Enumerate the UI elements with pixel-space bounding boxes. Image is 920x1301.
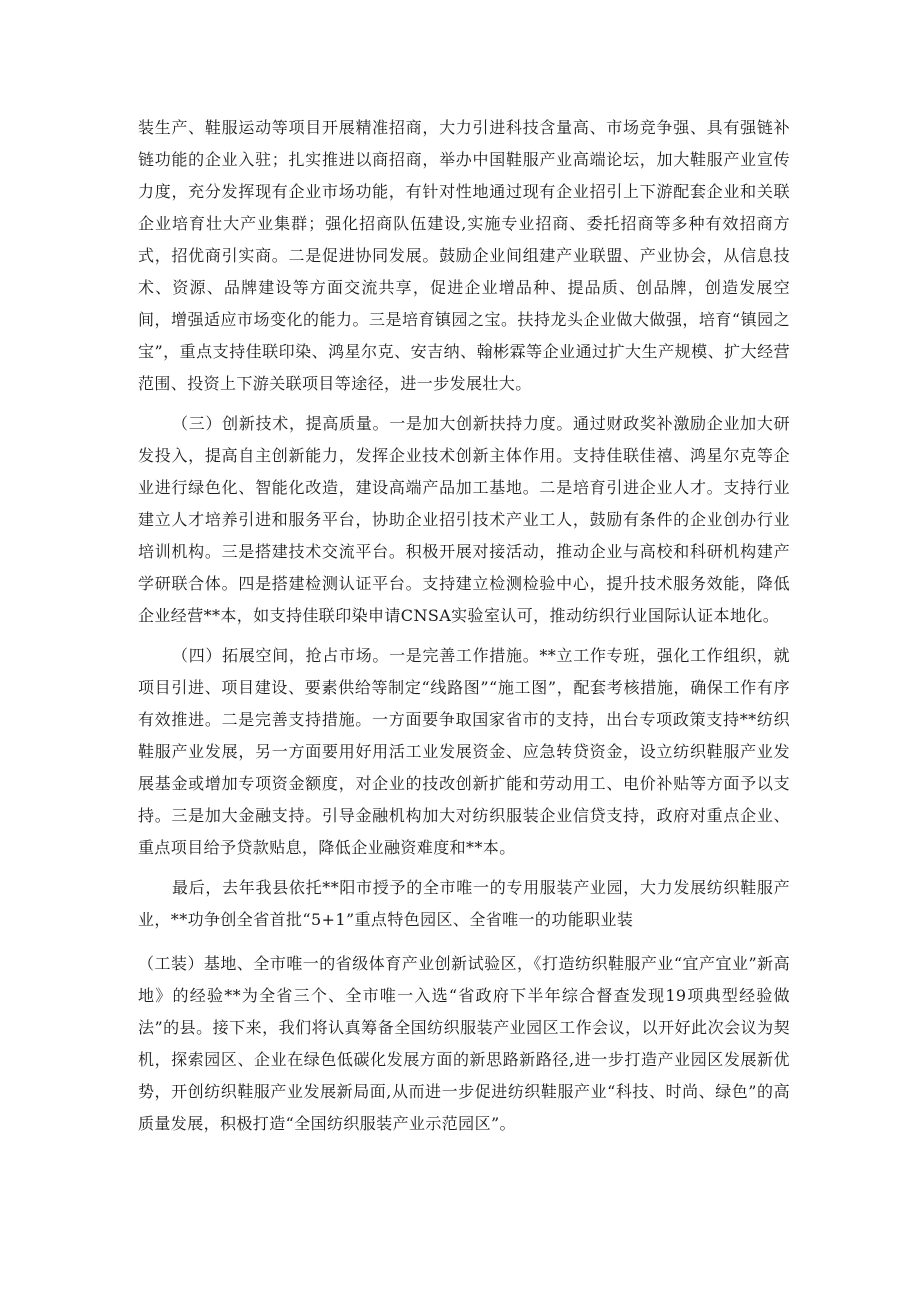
paragraph-expand-market: （四）拓展空间，抢占市场。一是完善工作措施。**立工作专班，强化工作组织，就项目引进、项目建设、要素供给等制定“线路图”“施工图”，配套考核措施，确保工作有序有效推进。二是完善支持措施。一方面要争取国家省市的支持，出台专项政策支持**纺织鞋服产业发展，另一方面要用好用活工业发展资金、应急转贷资金，设立纺织鞋服产业发展基金或增加专项资金额度，对企业的技改创新扩能和劳动用工、电价补贴等方面予以支持。三是加大金融支持。引导金融机构加大对纺织服装企业信贷支持，政府对重点企业、重点项目给予贷款贴息，降低企业融资难度和**本。: [138, 646, 790, 857]
paragraph-conclusion-body: （工装）基地、全市唯一的省级体育产业创新试验区，《打造纺织鞋服产业“宜产宜业”新高地》的经验**为全省三个、全市唯一入选“省政府下半年综合督查发现19项典型经验做法”的县。接下来，我们将认真筹备全国纺织服装产业园区工作会议，以开好此次会议为契机，探索园区、企业在绿色低碳化发展方面的新思路新路径,进一步打造产业园区发展新优势，开创纺织鞋服产业发展新局面,从而进一步促进纺织鞋服产业“科技、时尚、绿色”的高质量发展，积极打造“全国纺织服装产业示范园区”。: [138, 954, 790, 1133]
paragraph-conclusion-intro: 最后，去年我县依托**阳市授予的全市唯一的专用服装产业园，大力发展纺织鞋服产业，**功争创全省首批“5+1”重点特色园区、全省唯一的功能职业装: [138, 878, 790, 929]
document-page: [138, 112, 790, 1140]
paragraph-investment-attraction: 装生产、鞋服运动等项目开展精准招商，大力引进科技含量高、市场竞争强、具有强链补链功能的企业入驻；扎实推进以商招商，举办中国鞋服产业高端论坛，加大鞋服产业宣传力度，充分发挥现有企业市场功能，有针对性地通过现有企业招引上下游配套企业和关联企业培育壮大产业集群；强化招商队伍建设,实施专业招商、委托招商等多种有效招商方式，招优商引实商。二是促进协同发展。鼓励企业间组建产业联盟、产业协会，从信息技术、资源、品牌建设等方面交流共享，促进企业增品种、提品质、创品牌，创造发展空间，增强适应市场变化的能力。三是培育镇园之宝。扶持龙头企业做大做强，培育“镇园之宝”，重点支持佳联印染、鸿星尔克、安吉纳、翰彬霖等企业通过扩大生产规模、扩大经营范围、投资上下游关联项目等途径，进一步发展壮大。: [138, 118, 790, 393]
paragraph-innovation-technology: （三）创新技术，提高质量。一是加大创新扶持力度。通过财政奖补激励企业加大研发投入，提高自主创新能力，发挥企业技术创新主体作用。支持佳联佳禧、鸿星尔克等企业进行绿色化、智能化改造，建设高端产品加工基地。二是培育引进企业人才。支持行业建立人才培养引进和服务平台，协助企业招引技术产业工人，鼓励有条件的企业创办行业培训机构。三是搭建技术交流平台。积极开展对接活动，推动企业与高校和科研机构建产学研联合体。四是搭建检测认证平台。支持建立检测检验中心，提升技术服务效能，降低企业经营**本，如支持佳联印染申请CNSA实验室认可，推动纺织行业国际认证本地化。: [138, 414, 790, 625]
